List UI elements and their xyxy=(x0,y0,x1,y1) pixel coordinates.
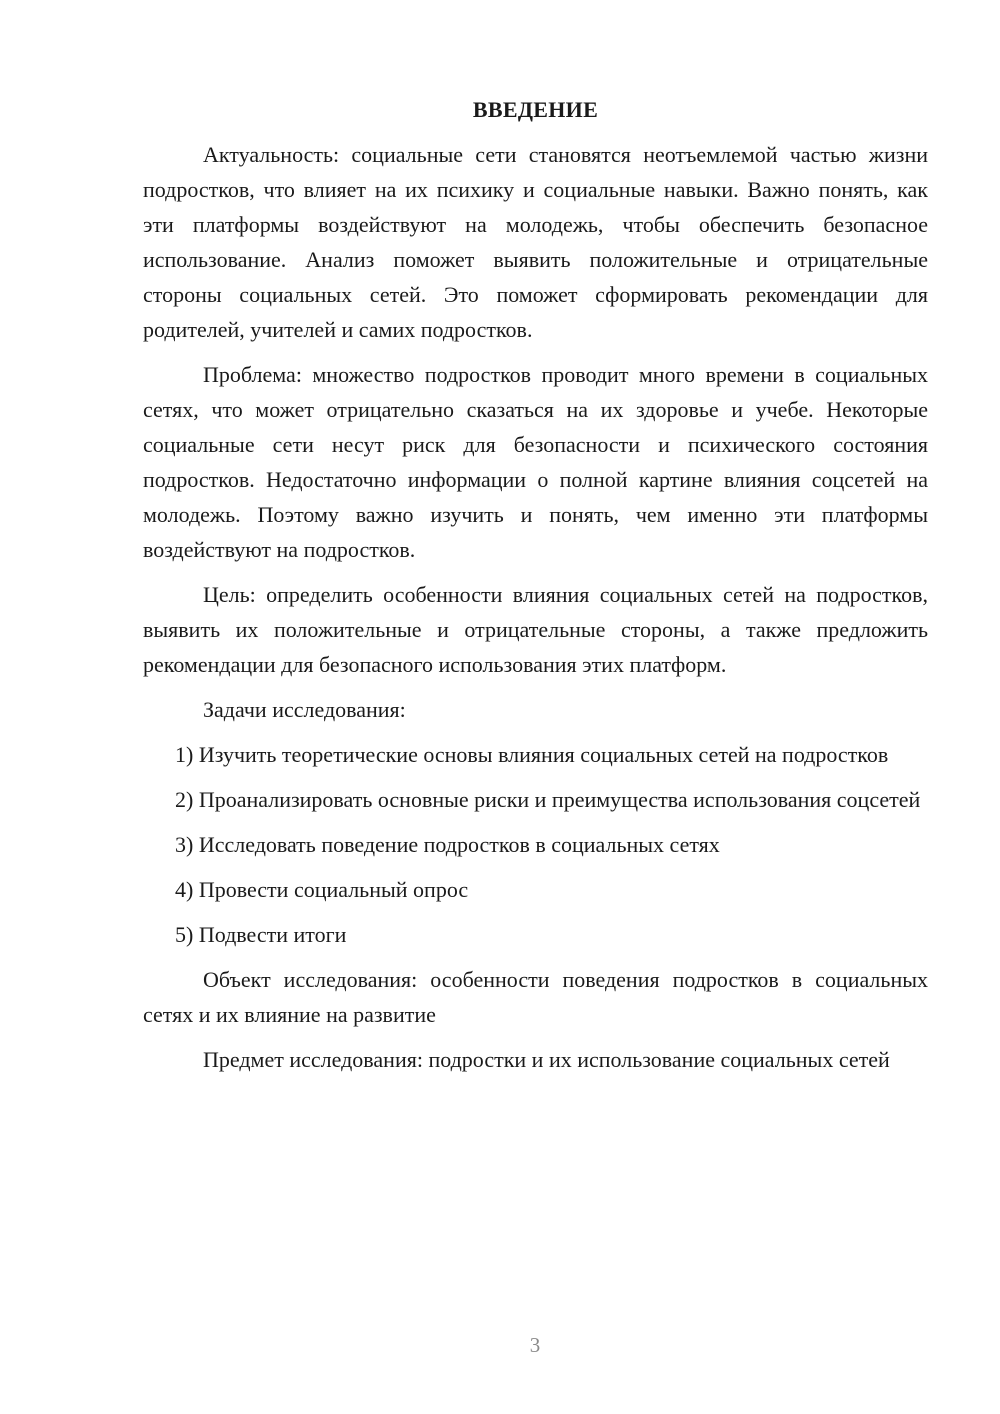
task-item-4: 4) Провести социальный опрос xyxy=(175,877,469,902)
task-item-1: 1) Изучить теоретические основы влияния социальных сетей на подростков xyxy=(175,742,889,767)
goal-paragraph: Цель: определить особенности влияния социальных сетей на подростков, выявить их положительные и отрицательные стороны, а также предложить рекомендации для безопасного использования этих платформ. xyxy=(143,582,928,677)
object-paragraph: Объект исследования: особенности поведения подростков в социальных сетях и их влияние на развитие xyxy=(143,967,928,1027)
subject-paragraph: Предмет исследования: подростки и их использование социальных сетей xyxy=(203,1047,890,1072)
task-item-2: 2) Проанализировать основные риски и преимущества использования соцсетей xyxy=(175,787,921,812)
task-item-5: 5) Подвести итоги xyxy=(175,922,347,947)
problem-paragraph: Проблема: множество подростков проводит много времени в социальных сетях, что может отрицательно сказаться на их здоровье и учебе. Некоторые социальные сети несут риск для безопасности и психического состояния подростков. Недостаточно информации о полной картине влияния соцсетей на молодежь. Поэтому важно изучить и понять, чем именно эти платформы воздействуют на подростков. xyxy=(143,362,928,562)
relevance-paragraph: Актуальность: социальные сети становятся неотъемлемой частью жизни подростков, что влияет на их психику и социальные навыки. Важно понять, как эти платформы воздействуют на молодежь, чтобы обеспечить безопасное использование. Анализ поможет выявить положительные и отрицательные стороны социальных сетей. Это поможет сформировать рекомендации для родителей, учителей и самих подростков. xyxy=(143,142,928,342)
page-number: 3 xyxy=(529,1333,541,1357)
tasks-heading: Задачи исследования: xyxy=(203,697,406,722)
task-item-3: 3) Исследовать поведение подростков в социальных сетях xyxy=(175,832,720,857)
document-page xyxy=(143,92,928,1087)
section-title: ВВЕДЕНИЕ xyxy=(472,97,599,122)
